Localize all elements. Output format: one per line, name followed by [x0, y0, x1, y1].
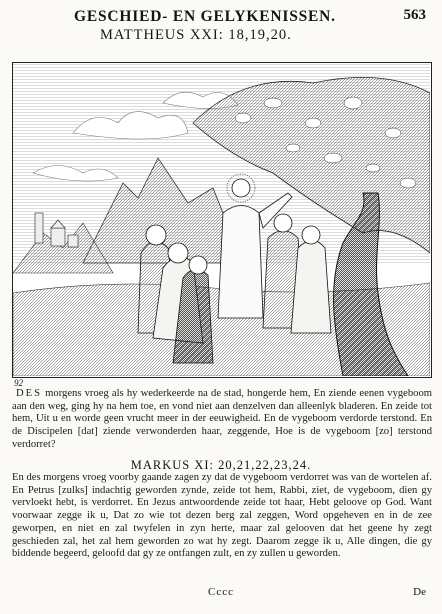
page-header — [18, 6, 426, 43]
matthew-passage — [12, 388, 432, 452]
scripture-reference: MATTHEUS XXI: 18,19,20. — [100, 27, 292, 43]
signature-mark: Cccc — [208, 586, 234, 598]
mark-passage: En des morgens vroeg voorby gaande zagen zy dat de vygeboom verdorret was van de wortelen af. En Petrus [zulks] indachtig geworden zynde, zeide tot hem, Rabbi, ziet, de vygeboom, dien gy vervloekt hebt, is verdorret. En Jezus antwoordende zeide tot haar, Hebt geloove op God. Want voorwaar zegge ik u, Dat zo wie tot dezen berg zal zeggen, Word opgeheven en in de zee geworpen, en niet en zal twyfelen in zyn herte, maar zal gelooven dat het geene hy zegt geschieden zal, het zal hem geworden zo wat hy zegt. Daarom zegge ik u, Alle dingen, die gy biddende begeerd, geloofd dat gy ze ontfangen zult, en zy zullen u geworden. — [12, 472, 432, 560]
mark-heading: MARKUS XI: 20,21,22,23,24. — [130, 458, 312, 472]
catchword: De — [413, 586, 426, 598]
engraving-illustration — [12, 62, 432, 378]
plate-number: 92 — [14, 378, 23, 388]
engraving-icon — [13, 63, 430, 376]
page-number: 563 — [403, 7, 426, 23]
running-title: GESCHIED- EN GELYKENISSEN. — [74, 8, 336, 25]
opening-word: DES — [16, 388, 43, 399]
matthew-text: morgens vroeg als hy wederkeerde na de stad, hongerde hem, En ziende eenen vygeboom aan den weg, ging hy na hem toe, en vond niet aan denzelven dan alleenlyk bladeren. En zeide tot hem, Uit u en worde geen vrucht meer in der eeuwigheid. En de vygeboom verdorde terstond. En de Discipelen [dat] ziende verwonderden haar, zeggende, Hoe is de vygeboom [zo] terstond verdorret? — [12, 388, 432, 450]
